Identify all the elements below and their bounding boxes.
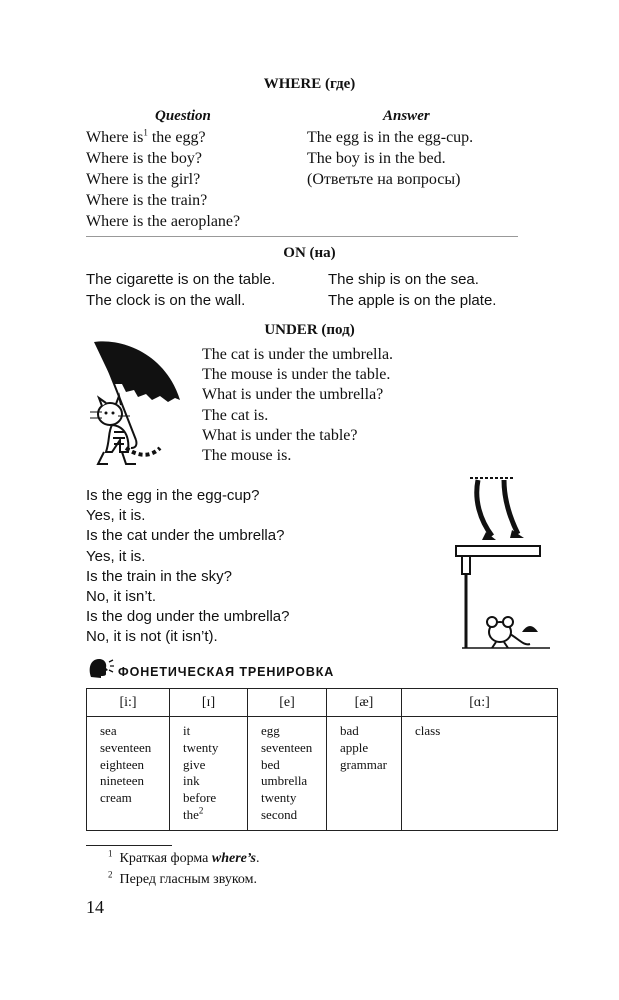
word-column [170,717,248,831]
answer-item: The egg is in the egg-cup. [307,129,474,146]
word-column [327,717,402,831]
word: seventeen [261,739,313,755]
answer-header: Answer [383,108,430,124]
page-number: 14 [86,897,104,917]
phonetics-table [86,688,558,831]
phonetics-title: ФОНЕТИЧЕСКАЯ ТРЕНИРОВКА [118,665,335,679]
qa-list [86,486,289,648]
sound-header: [e] [248,689,327,717]
on-left-list [86,269,275,311]
word-column [248,717,327,831]
word: ink [183,773,200,789]
qa-line: Is the dog under the umbrella? [86,608,290,626]
under-sentence: The mouse is. [202,446,292,464]
question-header: Question [155,108,211,124]
word: umbrella [261,773,308,789]
answer-item: (Ответьте на вопросы) [307,171,461,188]
qa-line: Is the egg in the egg-cup? [86,487,260,504]
word: twenty [261,790,297,806]
qa-line: Is the cat under the umbrella? [86,527,285,545]
question-item: Where is the girl? [86,171,201,188]
sound-header: [æ] [327,689,402,717]
question-list [86,127,240,232]
word: bad [340,723,359,738]
word: cream [100,790,132,806]
sound-header: [ɑ:] [402,689,558,717]
word: nineteen [100,773,145,789]
footnote: $^1$ Краткая форма where’s. [108,848,260,866]
on-sentence: The cigarette is on the table. [86,271,276,288]
footnote: $^2$ Перед гласным звуком. [108,869,258,887]
word-column [402,717,558,831]
word: seventeen [100,739,152,755]
divider [86,236,518,237]
question-item: Where is the boy? [86,150,202,167]
qa-line: No, it isn’t. [86,587,157,605]
sound-header: [i:] [87,689,170,717]
word-column [87,717,170,831]
word: give [183,756,206,772]
on-sentence: The apple is on the plate. [328,292,497,309]
speaking-head-icon [88,657,114,679]
table-mouse-illustration [440,470,550,660]
word: sea [100,723,117,738]
cat-umbrella-illustration [80,340,195,470]
question-item: Where is the aeroplane? [86,213,241,230]
qa-line: Yes, it is. [86,507,146,525]
under-sentence: The cat is under the umbrella. [202,346,394,363]
word: the$^2$ [183,805,204,822]
under-list [202,345,393,466]
word: class [415,723,441,738]
word: it [183,723,191,738]
word: egg [261,723,280,738]
word: second [261,806,298,822]
word: before [183,790,217,806]
on-sentence: The ship is on the sea. [328,271,479,288]
under-sentence: The mouse is under the table. [202,366,391,384]
question-item: Where is the train? [86,192,208,209]
sound-header: [ɪ] [170,689,248,717]
qa-line: No, it is not (it isn’t). [86,628,218,646]
under-sentence: What is under the umbrella? [202,386,384,404]
under-sentence: What is under the table? [202,426,358,444]
word: twenty [183,739,219,755]
word: grammar [340,756,387,772]
question-item: Where $is^1$ the egg? [86,127,206,146]
answer-item: The boy is in the bed. [307,150,446,167]
qa-line: Yes, it is. [86,547,146,565]
under-title: UNDER (под) [264,322,355,338]
on-title: ON (на) [283,245,336,261]
on-sentence: The clock is on the wall. [86,292,246,309]
word: bed [261,756,280,772]
on-right-list [328,269,496,311]
under-sentence: The cat is. [202,406,269,424]
word: apple [340,739,369,755]
answer-list [307,127,473,190]
qa-line: Is the train in the sky? [86,567,232,585]
word: eighteen [100,756,145,772]
footnote-rule [86,845,172,846]
where-title: WHERE (где) [263,76,356,92]
